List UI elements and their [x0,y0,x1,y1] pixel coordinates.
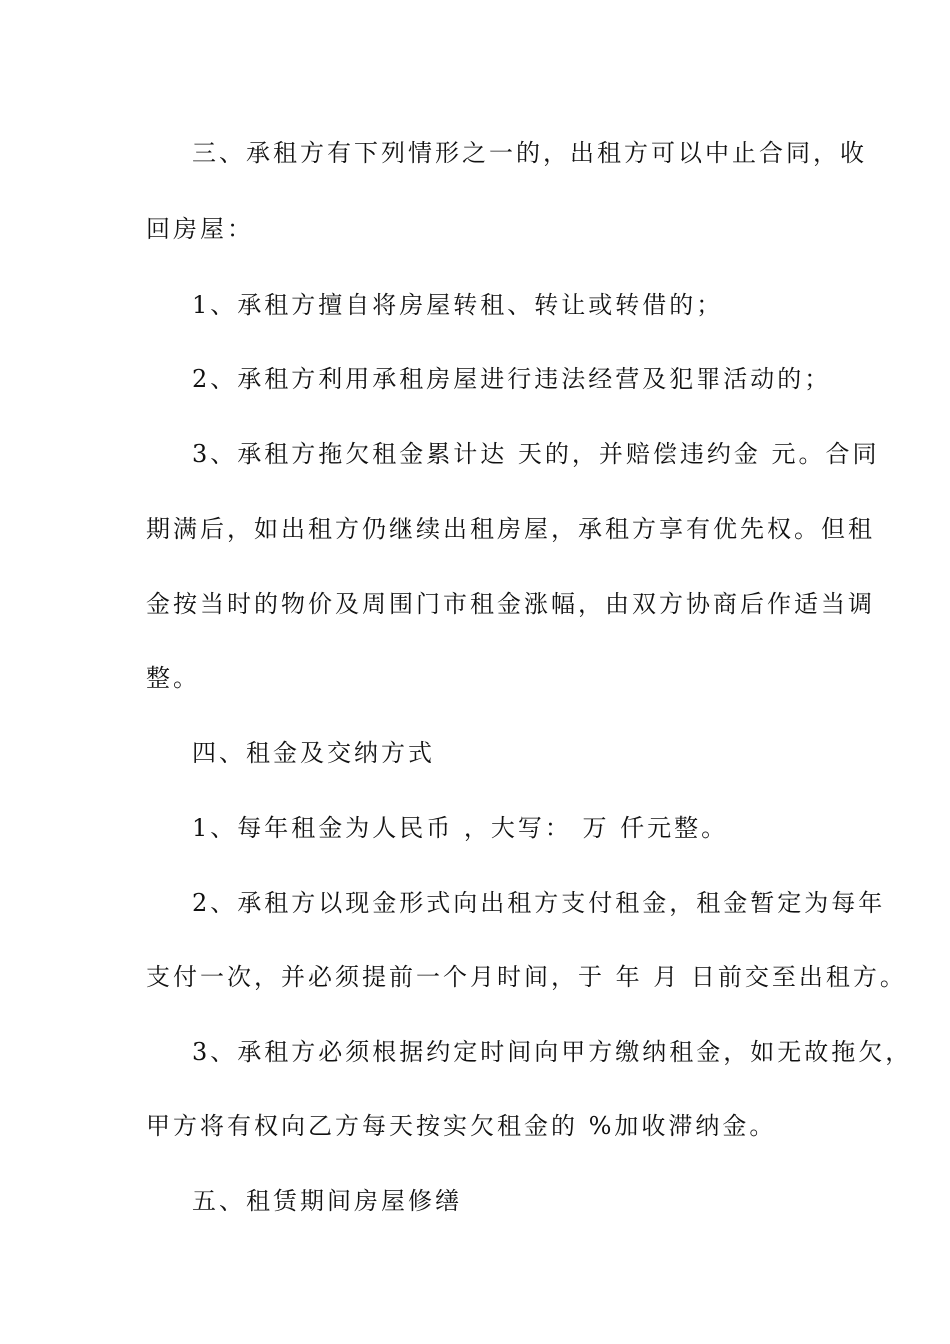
clause-3-item-2: 2、承租方利用承租房屋进行违法经营及犯罪活动的； [192,365,832,393]
clause-4-item-1: 1、每年租金为人民币 ，大写： 万 仟元整。 [192,814,729,842]
clause-3-item-3-line-3: 金按当时的物价及周围门市租金涨幅，由双方协商后作适当调 [146,590,875,618]
clause-3-item-3-line-2: 期满后，如出租方仍继续出租房屋，承租方享有优先权。但租 [146,515,875,543]
clause-4-item-3-line-2: 甲方将有权向乙方每天按实欠租金的 %加收滞纳金。 [146,1112,777,1140]
clause-3-heading-line-2: 回房屋： [146,215,254,243]
clause-4-item-2-line-1: 2、承租方以现金形式向出租方支付租金，租金暂定为每年 [192,889,886,917]
clause-5-heading: 五、租赁期间房屋修缮 [192,1187,462,1215]
clause-4-heading: 四、租金及交纳方式 [192,739,435,767]
clause-4-item-2-line-2: 支付一次，并必须提前一个月时间，于 年 月 日前交至出租方。 [146,963,907,991]
clause-3-item-3-line-1: 3、承租方拖欠租金累计达 天的，并赔偿违约金 元。合同 [192,440,880,468]
clause-3-item-3-line-4: 整。 [146,664,200,692]
clause-3-heading-line-1: 三、承租方有下列情形之一的，出租方可以中止合同，收 [192,139,867,167]
clause-4-item-3-line-1: 3、承租方必须根据约定时间向甲方缴纳租金，如无故拖欠， [192,1038,913,1066]
clause-3-item-1: 1、承租方擅自将房屋转租、转让或转借的； [192,291,724,319]
